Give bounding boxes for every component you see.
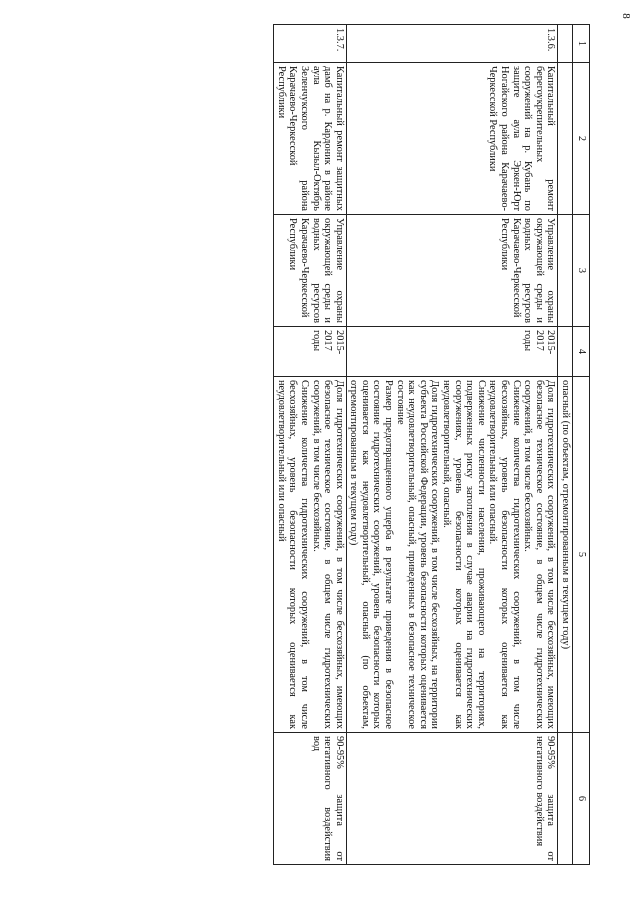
header-row [573,25,590,865]
object-name: Капитальный ремонт берегоукрепительных сооружений на р. Кубань по защите аула Эркен-Юрт Ногайского района Карачаево-Черкесской Республики [346,63,558,215]
executor: Управление охраны окружающей среды и водных ресурсов Карачаево-Черкесской Республики [274,215,347,327]
executor: Управление охраны окружающей среды и водных ресурсов Карачаево-Черкесской Республики [346,215,558,327]
header-col-6: 6 [573,733,590,865]
effect: 90-95% защита от негативного воздействия [346,733,558,865]
header-col-1: 1 [573,25,590,63]
object-name: Капитальный ремонт защитных дамб на р. Кардоник в районе аула Кызыл-Октябрь Зеленчукского района Карачаево-Черкесской Республики [274,63,347,215]
program-table [273,24,590,865]
indicator: Снижение количества гидротехнических сооружений, в том числе бесхозяйных, уровень безопасности которых оценивается как неудовлетворительный или опасный. [487,380,522,729]
period: 2015-2017 годы [274,327,347,377]
row-number: 1.3.6. [346,25,558,63]
header-col-4: 4 [573,327,590,377]
period: 2015-2017 годы [346,327,558,377]
indicator: Размер предотвращенного ущерба в результате приведения в безопасное состояние гидротехнических сооружений, уровень безопасности которых оценивается как неудовлетворительный, опасный (по объектам, отремонтированным в текущем году) [348,380,395,729]
page-number: 8 [619,13,632,19]
header-col-3: 3 [573,215,590,327]
indicators [346,377,558,733]
row-number: 1.3.7. [274,25,347,63]
indicators [274,377,347,733]
header-col-2: 2 [573,63,590,215]
effect: 90-95% защита от негативного воздействия вод [274,733,347,865]
header-col-5: 5 [573,377,590,733]
indicator: Доля гидротехнических сооружений, в том числе бесхозяйных, имеющих безопасное техническое состояние, в общем числе гидротехнических сооружений, в том числе бесхозяйных. [522,380,557,729]
rotated-page [100,24,590,864]
indicator: Снижение количества гидротехнических сооружений, в том числе бесхозяйных, уровень безопасности которых оценивается как неудовлетворительный или опасный [275,380,310,729]
table-row [346,25,558,865]
indicator: Снижение численности населения, проживающего на территориях, подверженных риску затопления в случае аварии на гидротехнических сооружениях, уровень безопасности которых оценивается как неудовлетворительный, опасный. [441,380,487,729]
table-row [274,25,347,865]
continuation-indicator: опасный (по объектам, отремонтированным в текущем году) [558,377,573,733]
indicator: Доля гидротехнических сооружений, в том числе бесхозяйных, на территории субъекта Российской Федерации, уровень безопасности которых оценивается как неудовлетворительный, опасный, приведенных в безопасное техническое состояние [394,380,441,729]
indicator: Доля гидротехнических сооружений, в том числе бесхозяйных, имеющих безопасное техническое состояние, в общем числе гидротехнических сооружений, в том числе бесхозяйных. [310,380,345,729]
continuation-row [558,25,573,865]
